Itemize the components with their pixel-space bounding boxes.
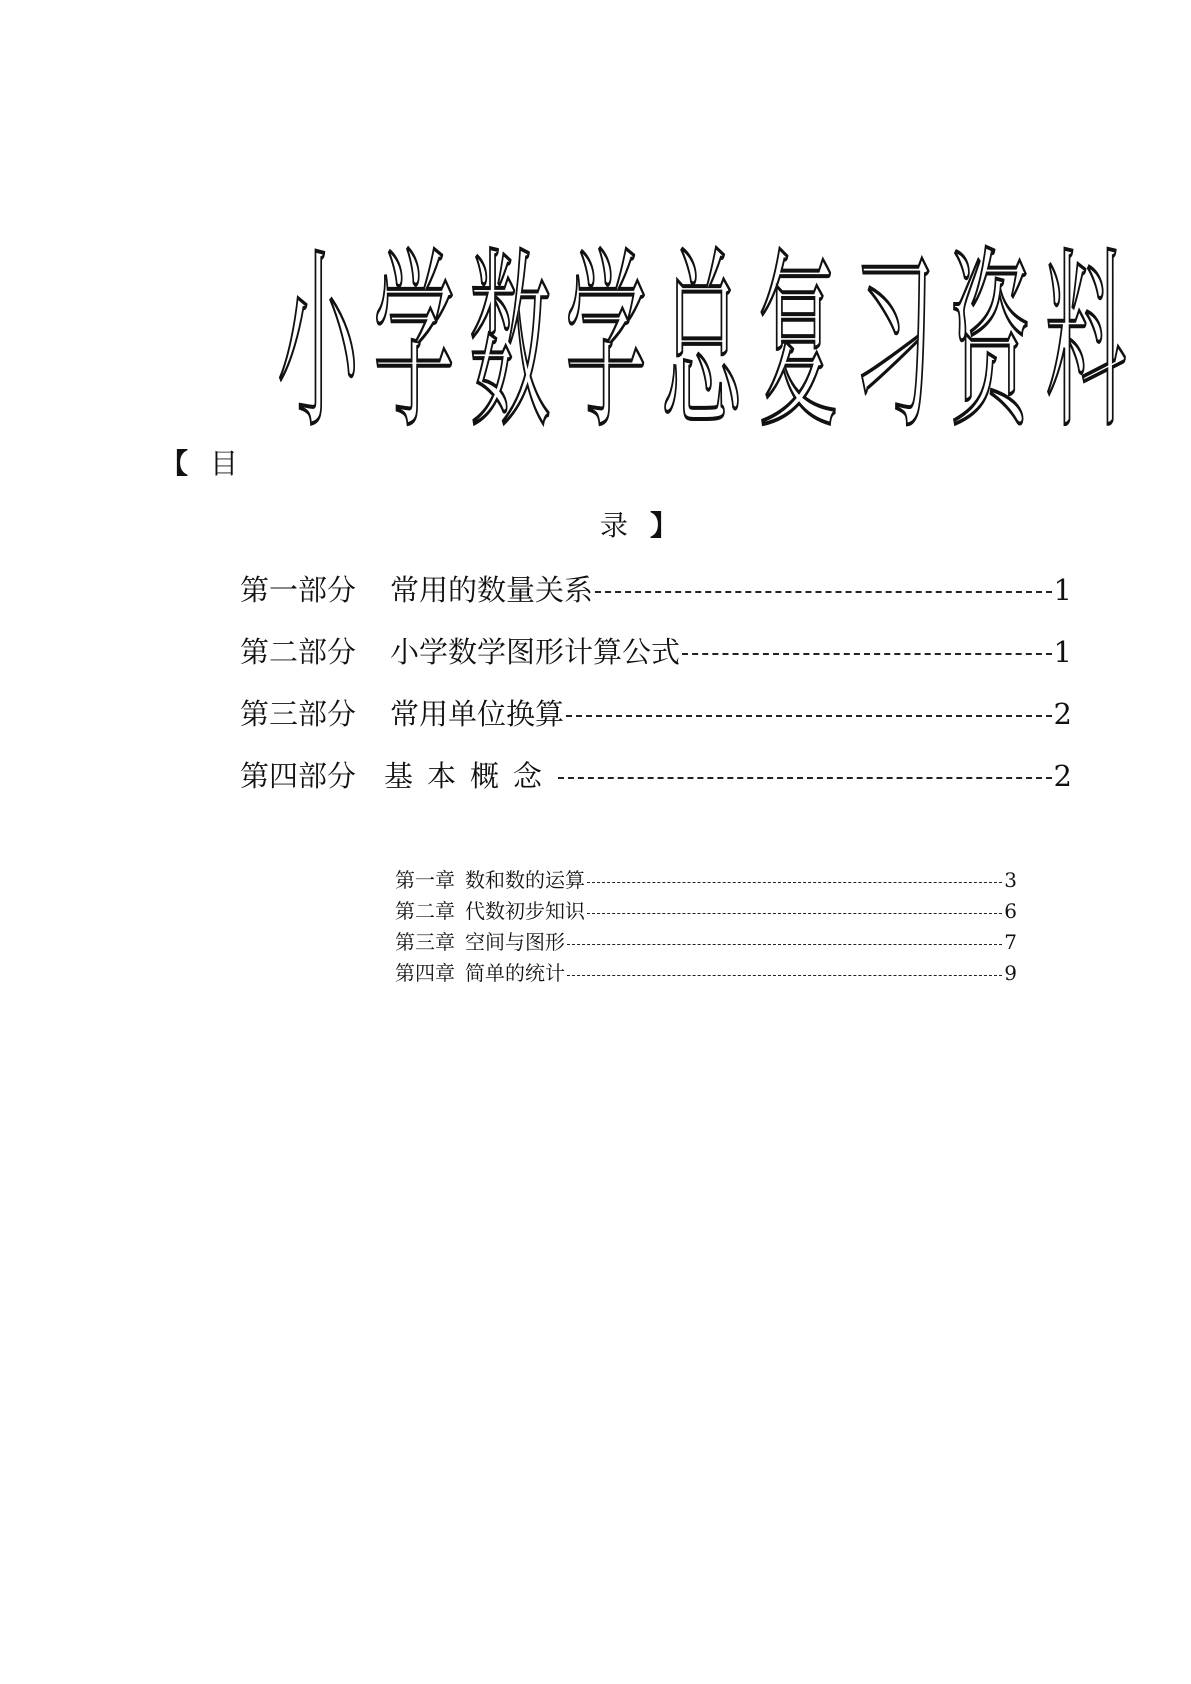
title-char: 资 (949, 231, 1031, 455)
chapter-label: 空间与图形 (465, 930, 565, 954)
document-title (270, 231, 1127, 455)
toc-chapter-entry[interactable] (395, 866, 1017, 894)
part-number: 第四部分 (240, 759, 357, 793)
title-char: 总 (661, 231, 743, 455)
dotted-leader (566, 715, 1052, 717)
chapter-number: 第一章 (395, 868, 455, 892)
dotted-leader (595, 591, 1052, 593)
title-char: 小 (277, 231, 359, 455)
toc-part-entry[interactable] (240, 572, 1072, 608)
dotted-leader (587, 882, 1002, 883)
chapter-number: 第二章 (395, 899, 455, 923)
part-label: 基本概念 (384, 759, 557, 793)
chapter-page-number: 3 (1004, 868, 1017, 892)
chapter-label: 简单的统计 (465, 961, 565, 985)
chapter-label: 数和数的运算 (465, 868, 585, 892)
part-label: 小学数学图形计算公式 (390, 635, 681, 669)
part-number: 第三部分 (240, 697, 357, 731)
dotted-leader (558, 777, 1052, 779)
part-number: 第二部分 (240, 635, 357, 669)
dotted-leader (587, 913, 1002, 914)
dotted-leader (567, 975, 1002, 976)
toc-part-entry[interactable] (240, 758, 1072, 794)
chapter-label: 代数初步知识 (465, 899, 585, 923)
title-char: 习 (853, 231, 935, 455)
toc-heading-start (160, 448, 238, 480)
title-char: 学 (373, 231, 455, 455)
open-bracket: 【 (160, 447, 189, 480)
part-page-number: 2 (1053, 697, 1072, 731)
title-char: 料 (1045, 231, 1127, 455)
chapter-number: 第三章 (395, 930, 455, 954)
part-number: 第一部分 (240, 573, 357, 607)
toc-heading-char: 目 (210, 447, 239, 480)
title-char: 复 (757, 231, 839, 455)
part-page-number: 2 (1053, 759, 1072, 793)
title-char: 学 (565, 231, 647, 455)
part-label: 常用单位换算 (390, 697, 565, 731)
chapter-page-number: 9 (1004, 961, 1017, 985)
toc-chapter-entry[interactable] (395, 959, 1017, 987)
chapter-page-number: 7 (1004, 930, 1017, 954)
toc-part-entry[interactable] (240, 696, 1072, 732)
part-label: 常用的数量关系 (390, 573, 594, 607)
toc-chapter-entry[interactable] (395, 897, 1017, 925)
dotted-leader (682, 653, 1052, 655)
toc-part-entry[interactable] (240, 634, 1072, 670)
part-page-number: 1 (1053, 635, 1072, 669)
part-page-number: 1 (1053, 573, 1072, 607)
chapter-number: 第四章 (395, 961, 455, 985)
toc-heading-end (600, 510, 678, 542)
chapter-page-number: 6 (1004, 899, 1017, 923)
dotted-leader (567, 944, 1002, 945)
title-char: 数 (469, 231, 551, 455)
close-bracket: 】 (650, 509, 679, 542)
toc-chapter-entry[interactable] (395, 928, 1017, 956)
toc-heading-char: 录 (600, 509, 629, 542)
